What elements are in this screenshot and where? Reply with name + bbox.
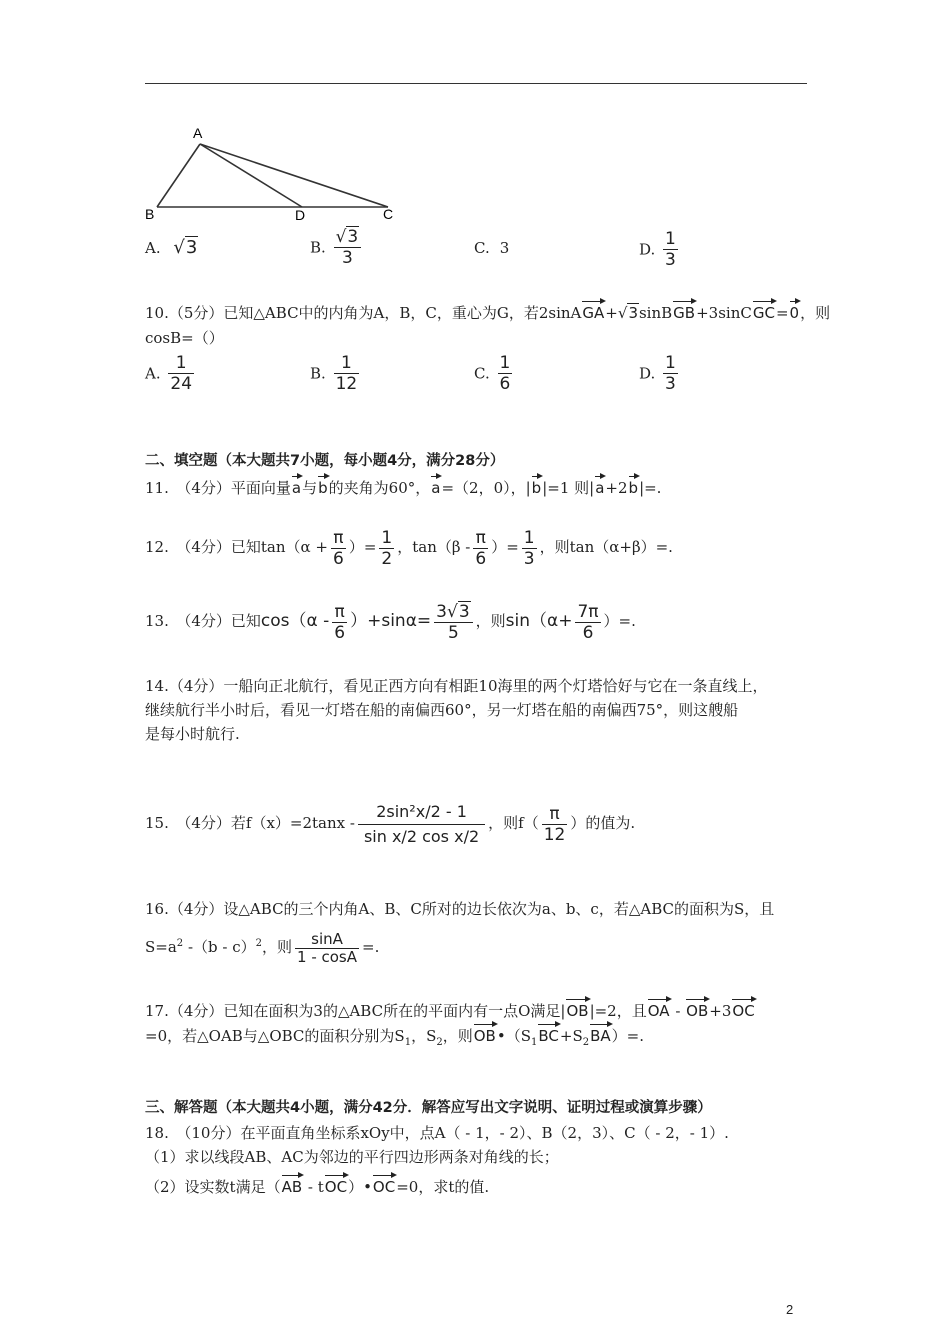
q18-line3: （2）设实数t满足（AB - tOC）•OC=0，求t的值. <box>145 1172 489 1197</box>
side-ab <box>157 144 200 207</box>
q9-option-a: A. √3 <box>145 237 198 258</box>
q18-line1: 18. （10分）在平面直角坐标系xOy中，点A（ - 1，- 2）、B（2，3）、C（ - 2，- 1）. <box>145 1124 729 1142</box>
q10-option-a: A. $\frac{1}{24}$ <box>145 353 193 394</box>
q10-stem: 10.（5分）已知△ABC中的内角为A，B，C，重心为G，若2sinAGA+√3sinBGB+3sinCGC=0，则 <box>145 298 830 323</box>
q12: 12. （4分）已知tan（α + $\frac{\pi}{6}$ ）= $\frac{1}{2}$ ，tan（β - $\frac{\pi}{6}$ ）= $\frac{1}{3}$ ，则tan（α+β）=. <box>145 527 673 569</box>
q9-option-d: D. $\frac{1}{3}$ <box>639 229 676 270</box>
side-ac <box>200 144 388 207</box>
label-d: D <box>295 207 306 222</box>
q11: 11. （4分）平面向量a与b的夹角为60°，a=（2，0），|b|=1 则|a+2b|=. <box>145 473 661 498</box>
section-2-title: 二、填空题（本大题共7小题，每小题4分，满分28分） <box>145 453 505 469</box>
q10-option-c: C. $\frac{1}{6}$ <box>474 353 511 394</box>
q18-line2: （1）求以线段AB、AC为邻边的平行四边形两条对角线的长； <box>145 1148 559 1166</box>
q14-line2: 继续航行半小时后，看见一灯塔在船的南偏西60°，另一灯塔在船的南偏西75°，则这艘船 <box>145 701 739 719</box>
q10-option-d: D. $\frac{1}{3}$ <box>639 353 676 394</box>
q16-line2: $S=a^2$ -（b - c）$^2$，则 $\frac{\sin A}{1 - \cos A}$ =. <box>145 929 380 966</box>
section-3-title: 三、解答题（本大题共4小题，满分42分．解答应写出文字说明、证明过程或演算步骤） <box>145 1100 712 1116</box>
triangle-figure <box>140 122 410 222</box>
label-a: A <box>193 125 203 141</box>
q17-line2: =0，若△OAB与△OBC的面积分别为$S_1$，$S_2$，则$OB•(S_1BC+S_2BA)=$. <box>145 1021 644 1053</box>
q10-stem-line2: cosB=（） <box>145 329 224 347</box>
q13: 13. （4分）已知cos（α - $\frac{\pi}{6}$ ）+sinα= $\frac{3√3}{5}$ ，则sin（α+ $\frac{7\pi}{6}$ ）=. <box>145 601 636 643</box>
q15: 15. （4分）若f（x）=2tanx - $\frac{\text{2sin²x/2 - 1}}{\text{sin x/2 cos x/2}}$ ，则f（ $\frac{\pi}{12}$ ）的值为. <box>145 801 636 846</box>
q14-line1: 14.（4分）一船向正北航行，看见正西方向有相距10海里的两个灯塔恰好与它在一条直线上， <box>145 677 768 695</box>
q9-option-c: C. 3 <box>474 239 510 257</box>
header-rule <box>145 83 807 84</box>
q9-option-b: B. $\frac{√3}{3}$ <box>310 227 364 268</box>
page-number: 2 <box>786 1302 794 1317</box>
q10-option-b: B. $\frac{1}{12}$ <box>310 353 358 394</box>
q14-line3: 是每小时航行. <box>145 725 240 743</box>
sqrt-expression: √3 <box>173 237 198 258</box>
q16-line1: 16.（4分）设△ABC的三个内角A、B、C所对的边长依次为a、b、c，若△ABC的面积为S，且 <box>145 900 775 918</box>
label-c: C <box>383 206 394 222</box>
side-ad <box>200 144 302 207</box>
q17-line1: 17.（4分）已知在面积为3的△ABC所在的平面内有一点O满足|OB|=2，且OA - OB+3OC <box>145 996 756 1021</box>
label-b: B <box>145 206 155 222</box>
